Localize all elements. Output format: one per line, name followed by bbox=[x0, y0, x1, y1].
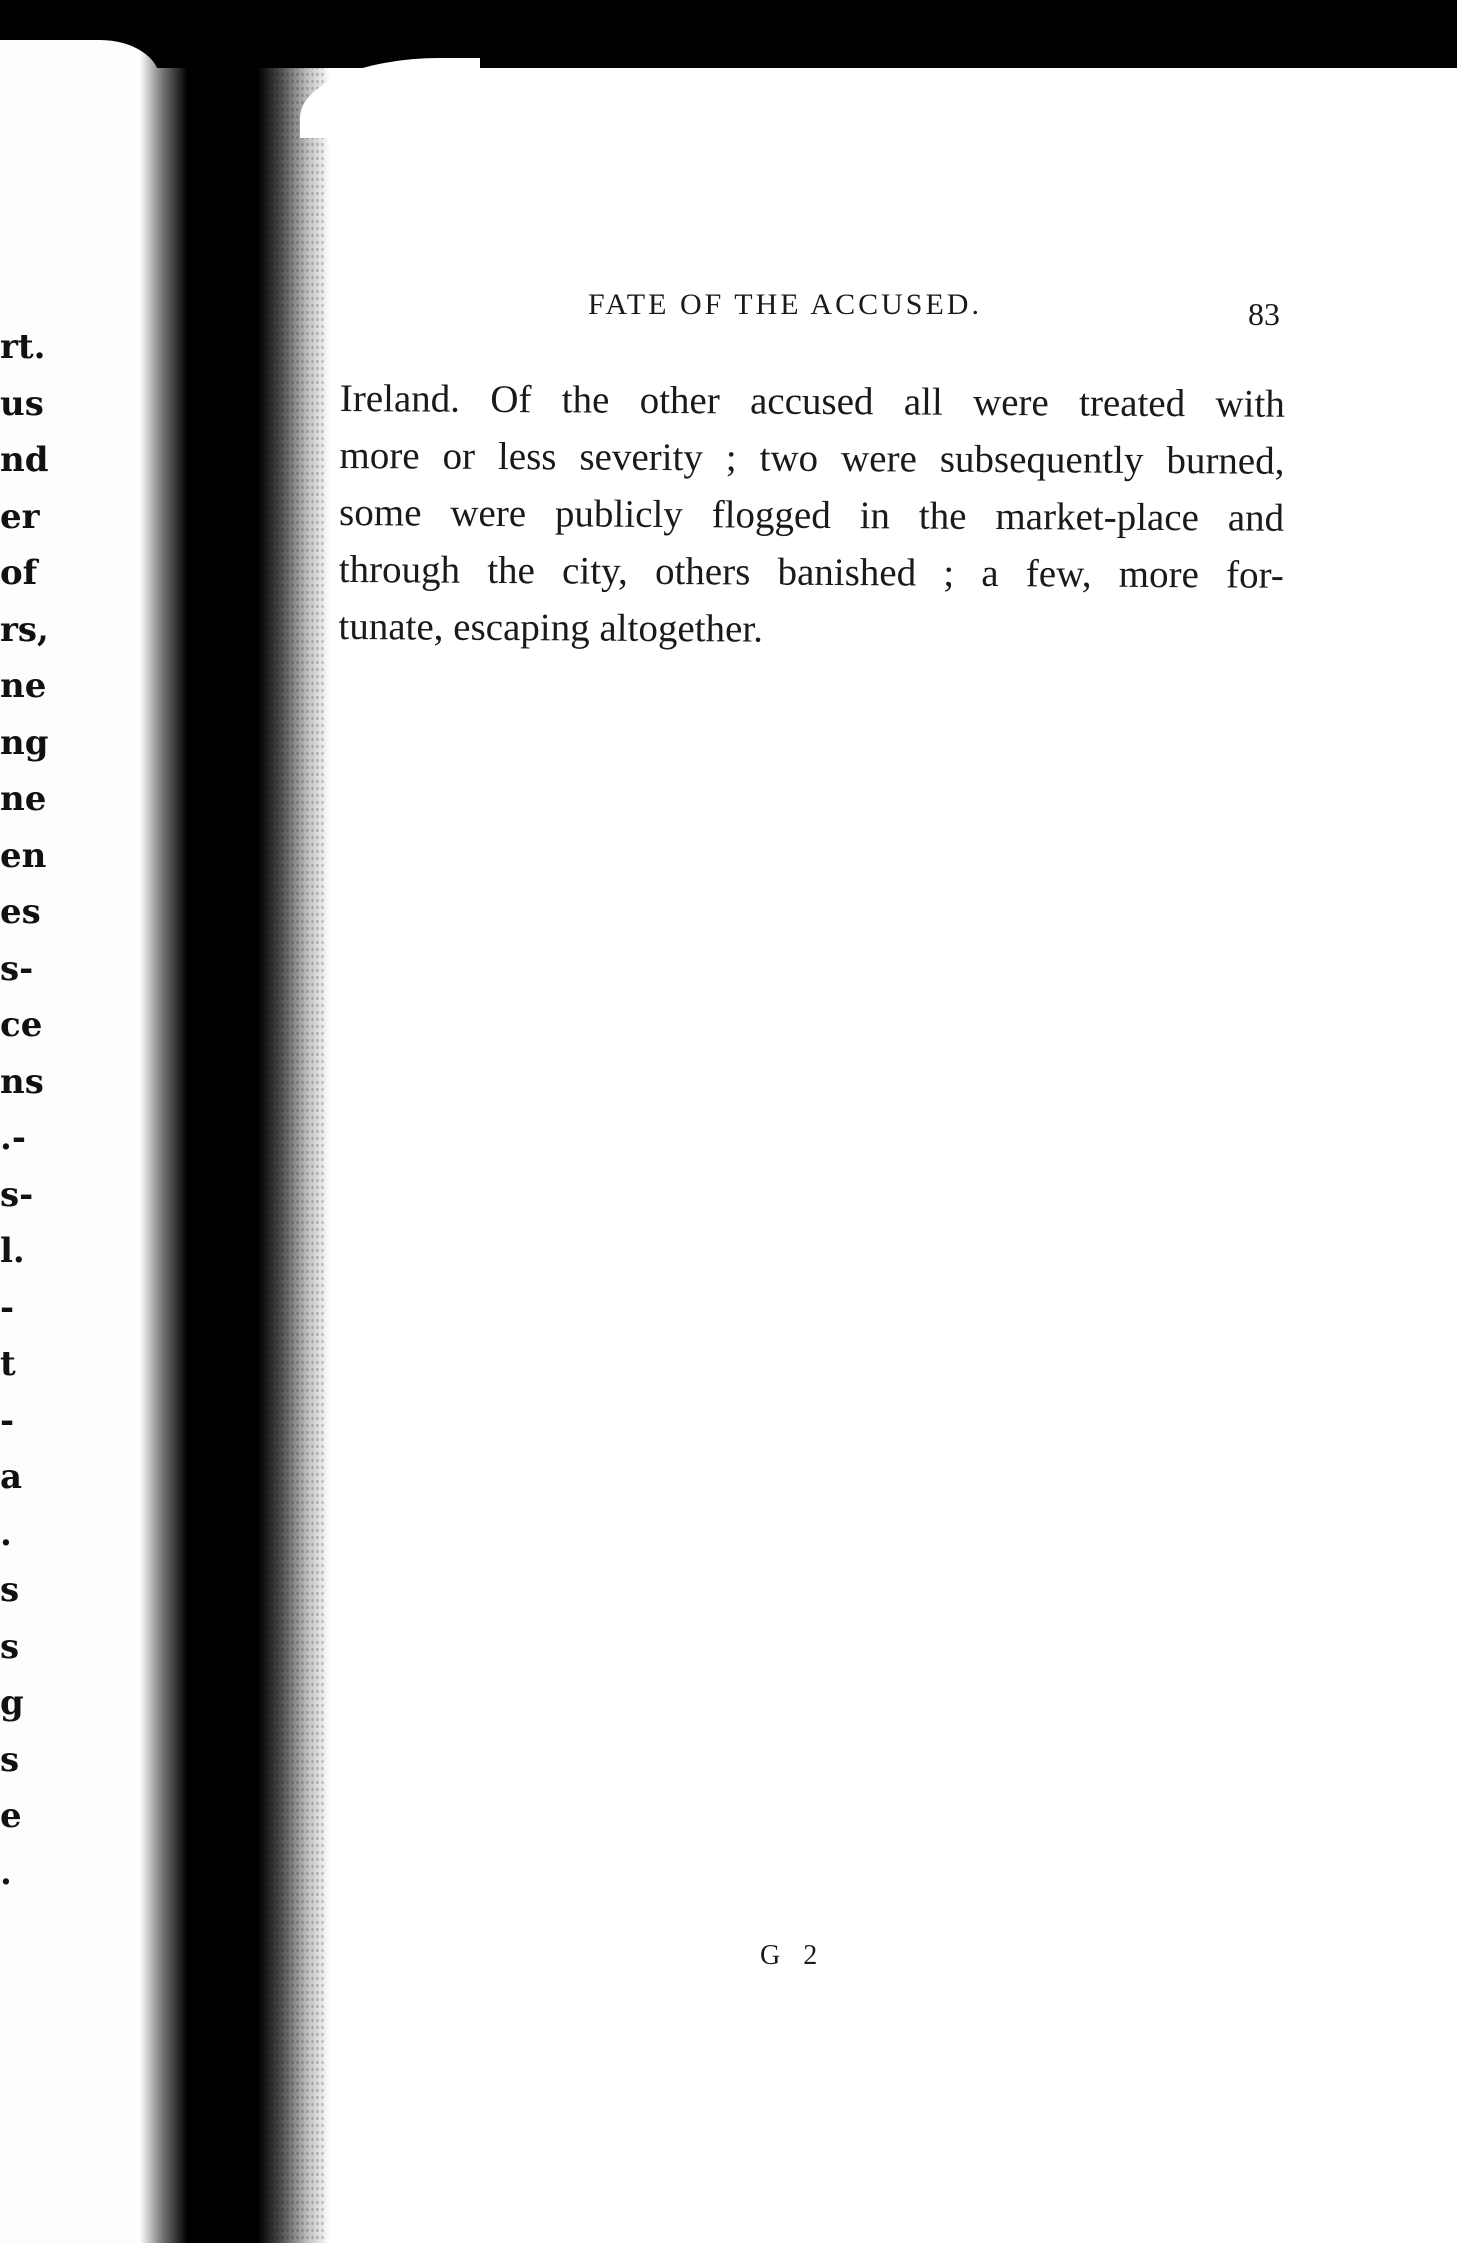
facing-page-fragment: us bbox=[0, 383, 44, 424]
facing-page-fragment: of bbox=[0, 553, 38, 593]
facing-page-fragment: rs, bbox=[0, 609, 49, 650]
facing-page-fragment: a bbox=[0, 1457, 23, 1497]
facing-page-fragment: . bbox=[0, 1852, 12, 1893]
body-line-2: more or less severity ; two were subsequently burned, bbox=[339, 433, 1285, 483]
facing-page-fragment: s bbox=[0, 1570, 20, 1610]
signature-mark: G 2 bbox=[760, 1940, 826, 1971]
gutter-noise bbox=[255, 50, 325, 2240]
facing-page-fragment: l. bbox=[0, 1231, 25, 1271]
body-line-1: Ireland. Of the other accused all were treated with bbox=[339, 376, 1285, 426]
facing-page-fragment: er bbox=[0, 496, 40, 537]
body-line-4: through the city, others banished ; a few, more for- bbox=[338, 547, 1284, 597]
facing-page-fragment: - bbox=[0, 1400, 15, 1441]
body-line-5: tunate, escaping altogether. bbox=[338, 604, 764, 651]
facing-page-fragment: nd bbox=[0, 440, 49, 480]
facing-page-fragment: ng bbox=[0, 722, 49, 763]
facing-page-fragment: - bbox=[0, 1287, 15, 1328]
facing-page-fragment: ne bbox=[0, 666, 47, 706]
facing-page-fragment: s bbox=[0, 1626, 20, 1667]
body-paragraph bbox=[338, 370, 1285, 661]
page-number: 83 bbox=[1248, 296, 1280, 332]
facing-page-fragment: s- bbox=[0, 1174, 34, 1215]
body-line-3: some were publicly flogged in the market-place and bbox=[338, 490, 1285, 540]
facing-page-fragment: ne bbox=[0, 779, 47, 819]
facing-page-fragment: ce bbox=[0, 1005, 43, 1045]
running-head: FATE OF THE ACCUSED. bbox=[588, 288, 982, 321]
facing-page-fragment: e bbox=[0, 1796, 22, 1836]
facing-page-fragment: . bbox=[0, 1513, 12, 1554]
facing-page-fragment: .- bbox=[0, 1118, 26, 1158]
facing-page-fragment: s bbox=[0, 1739, 20, 1780]
facing-page-fragment: g bbox=[0, 1683, 24, 1723]
facing-page-strip bbox=[0, 40, 160, 2243]
facing-page-fragment: s- bbox=[0, 948, 34, 989]
facing-page-fragment: ns bbox=[0, 1061, 44, 1102]
facing-page-fragment: rt. bbox=[0, 327, 46, 367]
facing-page-fragment: t bbox=[0, 1344, 16, 1384]
facing-page-fragment: en bbox=[0, 835, 47, 876]
facing-page-fragment: es bbox=[0, 892, 41, 932]
